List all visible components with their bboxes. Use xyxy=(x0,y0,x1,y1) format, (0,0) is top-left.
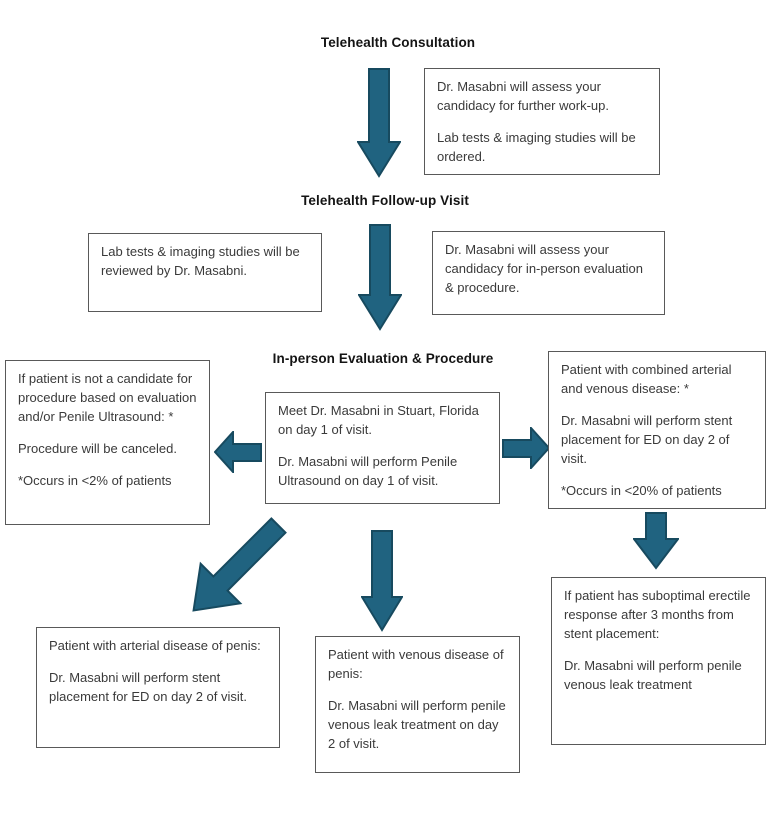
box-paragraph: Procedure will be canceled. xyxy=(18,441,177,456)
box-paragraph: *Occurs in <2% of patients xyxy=(18,473,172,488)
box-paragraph: Dr. Masabni will assess your candidacy for in-person evaluation & procedure. xyxy=(445,242,644,295)
box-paragraph: Lab tests & imaging studies will be reviewed by Dr. Masabni. xyxy=(101,244,300,278)
down-arrow-icon-center-to-venous xyxy=(361,530,403,632)
down-arrow-icon-consultation-to-followup xyxy=(357,68,401,178)
box-consult-note xyxy=(424,68,660,175)
heading-telehealth-followup-visit: Telehealth Follow-up Visit xyxy=(301,193,469,208)
box-inperson-center xyxy=(265,392,500,504)
box-paragraph: Dr. Masabni will perform stent placement for ED on day 2 of visit. xyxy=(49,670,247,704)
right-arrow-icon-center-to-combined-disease xyxy=(502,427,550,469)
box-paragraph: Dr. Masabni will perform penile venous leak treatment xyxy=(564,658,742,692)
box-paragraph: Patient with arterial disease of penis: xyxy=(49,638,261,653)
box-combined-disease xyxy=(548,351,766,509)
down-arrow-icon-combined-to-suboptimal xyxy=(633,512,679,570)
box-paragraph: Patient with combined arterial and venous disease: * xyxy=(561,362,732,396)
box-venous-disease xyxy=(315,636,520,773)
box-paragraph: Lab tests & imaging studies will be ordered. xyxy=(437,130,636,164)
heading-telehealth-consultation: Telehealth Consultation xyxy=(320,35,476,50)
box-followup-assess xyxy=(432,231,665,315)
box-followup-review xyxy=(88,233,322,312)
box-paragraph: If patient is not a candidate for procedure based on evaluation and/or Penile Ultrasound: * xyxy=(18,371,197,424)
box-suboptimal-response xyxy=(551,577,766,745)
box-paragraph: Meet Dr. Masabni in Stuart, Florida on day 1 of visit. xyxy=(278,403,479,437)
box-not-candidate xyxy=(5,360,210,525)
box-paragraph: Patient with venous disease of penis: xyxy=(328,647,504,681)
left-arrow-icon-center-to-not-candidate xyxy=(214,431,262,473)
heading-inperson-evaluation-procedure: In-person Evaluation & Procedure xyxy=(272,351,494,366)
box-paragraph: If patient has suboptimal erectile response after 3 months from stent placement: xyxy=(564,588,751,641)
box-paragraph: Dr. Masabni will assess your candidacy for further work-up. xyxy=(437,79,609,113)
box-paragraph: Dr. Masabni will perform Penile Ultrasound on day 1 of visit. xyxy=(278,454,458,488)
box-paragraph: *Occurs in <20% of patients xyxy=(561,483,722,498)
box-arterial-disease xyxy=(36,627,280,748)
box-paragraph: Dr. Masabni will perform stent placement for ED on day 2 of visit. xyxy=(561,413,733,466)
box-paragraph: Dr. Masabni will perform penile venous leak treatment on day 2 of visit. xyxy=(328,698,506,751)
down-arrow-icon-followup-to-inperson xyxy=(358,224,402,331)
